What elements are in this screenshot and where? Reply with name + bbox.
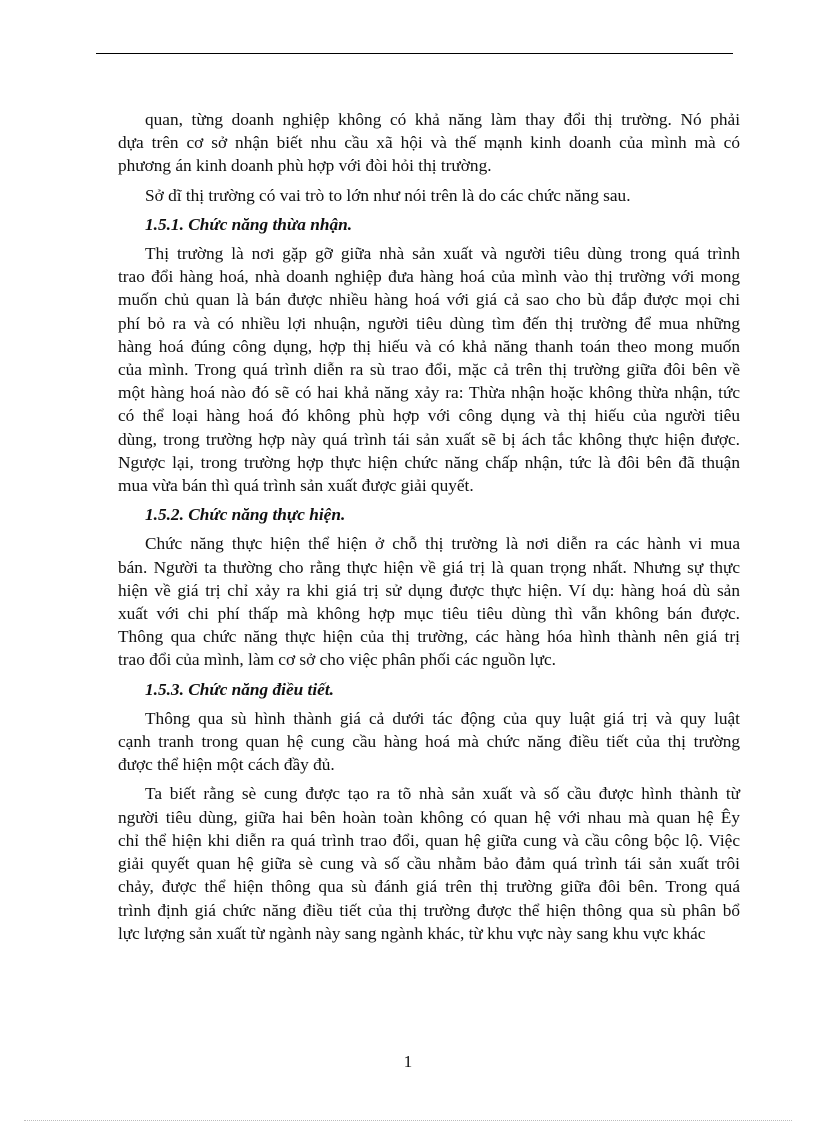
- text-line: phí bỏ ra và có nhiều lợi nhuận, người tiêu dùng tìm đến thị trường để mua những: [118, 313, 740, 333]
- section-heading: 1.5.2. Chức năng thực hiện.: [145, 505, 346, 525]
- text-line: người tiêu dùng, giữa hai bên hoàn toàn không có quan hệ với nhau mà quan hệ Êy: [118, 807, 740, 827]
- page-number: 1: [403, 1052, 413, 1071]
- paragraph: [118, 782, 740, 944]
- text-line: dựa trên cơ sở nhận biết nhu cầu xã hội và thế mạnh kinh doanh của mình mà có: [118, 133, 740, 153]
- text-line: chảy, được thể hiện thông qua sù đánh giá trên thị trường giữa đôi bên. Trong quá: [118, 877, 740, 897]
- text-line: lực lượng sản xuất từ ngành này sang ngành khác, từ khu vực này sang khu vực khác: [118, 923, 706, 943]
- text-line: trình định giá chức năng điều tiết của thị trường được thể hiện thông qua sù phân bổ: [118, 900, 740, 920]
- text-line: bán. Người ta thường cho rằng thực hiện về giá trị là quan trọng nhất. Nhưng sự thực: [118, 557, 740, 577]
- text-line: chỉ thể hiện khi diễn ra quá trình trao đổi, quan hệ giữa cung và cầu công bộc lộ. Việc: [118, 830, 740, 850]
- section-heading: 1.5.1. Chức năng thừa nhận.: [145, 214, 353, 234]
- paragraph: [118, 532, 740, 671]
- text-line: quan, từng doanh nghiệp không có khả năng làm thay đổi thị trường. Nó phải: [145, 110, 740, 129]
- text-line: muốn chủ quan là bán được nhiều hàng hoá với giá cả sao cho bù đắp được mọi chi: [118, 290, 740, 310]
- text-line: phương án kinh doanh phù hợp với đòi hỏi thị trường.: [118, 156, 492, 176]
- text-line: Thị trường là nơi gặp gỡ giữa nhà sản xuất và người tiêu dùng trong quá trình: [145, 244, 740, 264]
- text-line: Thông qua chức năng thực hiện của thị trường, các hàng hóa hình thành nên giá trị: [118, 627, 740, 647]
- text-line: dùng, trong trường hợp này quá trình tái sản xuất sẽ bị ách tắc không thực hiện được.: [118, 429, 740, 449]
- text-line: Chức năng thực hiện thể hiện ở chỗ thị trường là nơi diễn ra các hành vi mua: [145, 534, 740, 554]
- text-line: Ta biết rằng sè cung được tạo ra tõ nhà sản xuất và số cầu được hình thành từ: [145, 784, 740, 804]
- paragraph: [118, 242, 740, 497]
- text-line: Sở dĩ thị trường có vai trò to lớn như nói trên là do các chức năng sau.: [145, 185, 631, 205]
- text-line: Thông qua sù hình thành giá cả dưới tác động của quy luật giá trị và quy luật: [145, 708, 740, 728]
- text-line: được thể hiện một cách đầy đủ.: [118, 755, 335, 775]
- paragraph: [118, 707, 740, 777]
- text-line: giải quyết quan hệ giữa sè cung và số cầu nhằm bảo đảm quá trình tái sản xuất trôi: [118, 854, 740, 874]
- text-line: mua vừa bán thì quá trình sản xuất được giải quyết.: [118, 476, 474, 496]
- footer-divider: [24, 1120, 792, 1121]
- text-line: hiện về giá trị chỉ xảy ra khi giá trị sử dụng được thực hiện. Ví dụ: hàng hoá dù sản: [118, 580, 740, 600]
- header-rule: [96, 53, 733, 54]
- page-body: [118, 108, 740, 951]
- text-line: xuất với chi phí thấp mà không hợp mục tiêu tiêu dùng thì vẫn không bán được.: [118, 604, 740, 624]
- text-line: của mình. Trong quá trình diễn ra sù trao đổi, mặc cả trên thị trường giữa đôi bên về: [118, 360, 740, 380]
- text-line: hàng hoá đúng công dụng, hợp thị hiếu và có khả năng thanh toán theo mong muốn: [118, 336, 740, 356]
- text-line: trao đổi hàng hoá, nhà doanh nghiệp đưa hàng hoá của mình vào thị trường với mong: [118, 267, 740, 287]
- paragraph: [118, 184, 740, 207]
- text-line: trao đổi của mình, làm cơ sở cho việc phân phối các nguồn lực.: [118, 650, 556, 670]
- section-heading: 1.5.3. Chức năng điều tiết.: [145, 679, 334, 699]
- text-line: có thể loại hàng hoá đó không phù hợp với công dụng và thị hiếu của người tiêu: [118, 406, 740, 426]
- text-line: Ngược lại, trong trường hợp thực hiện chức năng chấp nhận, tức là đôi bên đã thuận: [118, 452, 740, 472]
- paragraph: [118, 108, 740, 178]
- text-line: cạnh tranh trong quan hệ cung cầu hàng hoá mà chức năng điều tiết của thị trường: [118, 732, 740, 752]
- text-line: một hàng hoá nào đó sẽ có hai khả năng xảy ra: Thừa nhận hoặc không thừa nhận, tức: [118, 383, 740, 403]
